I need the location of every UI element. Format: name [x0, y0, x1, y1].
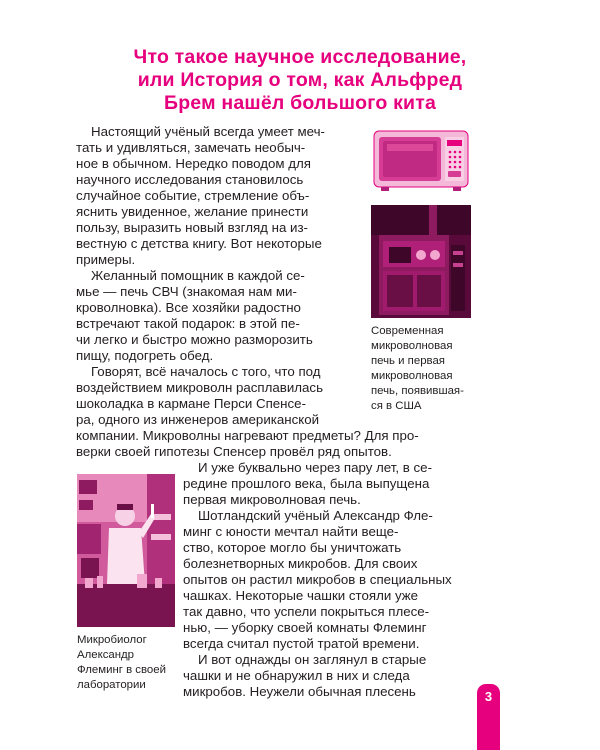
- body-line: опытов он растил микробов в специальных: [183, 572, 452, 587]
- modern-microwave-photo: [371, 125, 471, 195]
- body-line: примеры.: [76, 252, 136, 267]
- body-line: так давно, что успели покрыться плесе-: [183, 604, 430, 619]
- caption-line: печь, появившая-: [371, 385, 464, 397]
- body-line: чашки и не обнаружил в них и следа: [183, 668, 410, 683]
- modern-microwave-illustration: [371, 125, 471, 195]
- page-number: 3: [484, 689, 493, 704]
- title-line: Что такое научное исследование,: [133, 46, 467, 68]
- body-line: Говорят, всё началось с того, что под: [91, 364, 321, 379]
- body-line: И вот однажды он заглянул в старые: [198, 652, 427, 667]
- body-line: яснить увиденное, желание принести: [76, 204, 309, 219]
- fleming-laboratory-illustration: [77, 474, 175, 627]
- body-line: верки своей гипотезы Спенсер провёл ряд опытов.: [76, 444, 392, 459]
- body-line: первая микроволновая печь.: [183, 492, 361, 507]
- body-line: ство, которое могло бы уничтожать: [183, 540, 402, 555]
- body-line: пользу, выразить новый взгляд на из-: [76, 220, 308, 235]
- body-line: воздействием микроволн расплавилась: [76, 380, 324, 395]
- body-line: случайное событие, стремление объ-: [76, 188, 310, 203]
- body-line: болезнетворных микробов. Для своих: [183, 556, 418, 571]
- body-line: встречают такой подарок: в этой пе-: [76, 316, 300, 331]
- caption-line: ся в США: [371, 400, 422, 412]
- body-line: Настоящий учёный всегда умеет меч-: [91, 124, 325, 139]
- caption-line: Флеминг в своей: [77, 664, 166, 676]
- caption-line: лаборатории: [77, 679, 146, 691]
- page-number-tab: [477, 684, 500, 750]
- body-line: мье — печь СВЧ (знакомая нам ми-: [76, 284, 297, 299]
- first-microwave-photo: [371, 205, 471, 318]
- body-line: редине прошлого века, была выпущена: [183, 476, 430, 491]
- body-line: кроволновка). Все хозяйки радостно: [76, 300, 301, 315]
- body-line: микробов. Неужели обычная плесень: [183, 684, 416, 699]
- body-line: Желанный помощник в каждой се-: [91, 268, 305, 283]
- page-title: [80, 46, 520, 115]
- caption-line: Микробиолог: [77, 634, 147, 646]
- body-line: нью, — уборку своей комнаты Флеминг: [183, 620, 427, 635]
- caption-line: Александр: [77, 649, 134, 661]
- title-line: Брем нашёл большого кита: [163, 92, 437, 114]
- body-line: научного исследования становилось: [76, 172, 304, 187]
- body-line: пищу, подогреть обед.: [76, 348, 214, 363]
- body-line: всегда считал пустой тратой времени.: [183, 636, 420, 651]
- caption-line: Современная: [371, 325, 444, 337]
- body-line: И уже буквально через пару лет, в се-: [198, 460, 432, 475]
- body-line: шоколадка в кармане Перси Спенсе-: [76, 396, 307, 411]
- caption-line: микроволновая: [371, 370, 453, 382]
- body-line: тать и удивляться, замечать необыч-: [76, 140, 306, 155]
- caption-line: микроволновая: [371, 340, 453, 352]
- body-line: Шотландский учёный Александр Фле-: [198, 508, 433, 523]
- body-line: компании. Микроволны нагревают предметы? Для про-: [76, 428, 419, 443]
- body-line: чашках. Некоторые чашки стояли уже: [183, 588, 419, 603]
- title-line: или История о том, как Альфред: [137, 69, 463, 91]
- body-line: минг с юности мечтал найти веще-: [183, 524, 399, 539]
- body-line: вестную с детства книгу. Вот некоторые: [76, 236, 322, 251]
- caption-line: печь и первая: [371, 355, 445, 367]
- first-microwave-illustration: [371, 205, 471, 318]
- body-line: ра, одного из инженеров американской: [76, 412, 320, 427]
- body-line: чи легко и быстро можно разморозить: [76, 332, 313, 347]
- fleming-laboratory-photo: [77, 474, 175, 627]
- body-line: ное в обычном. Нередко поводом для: [76, 156, 311, 171]
